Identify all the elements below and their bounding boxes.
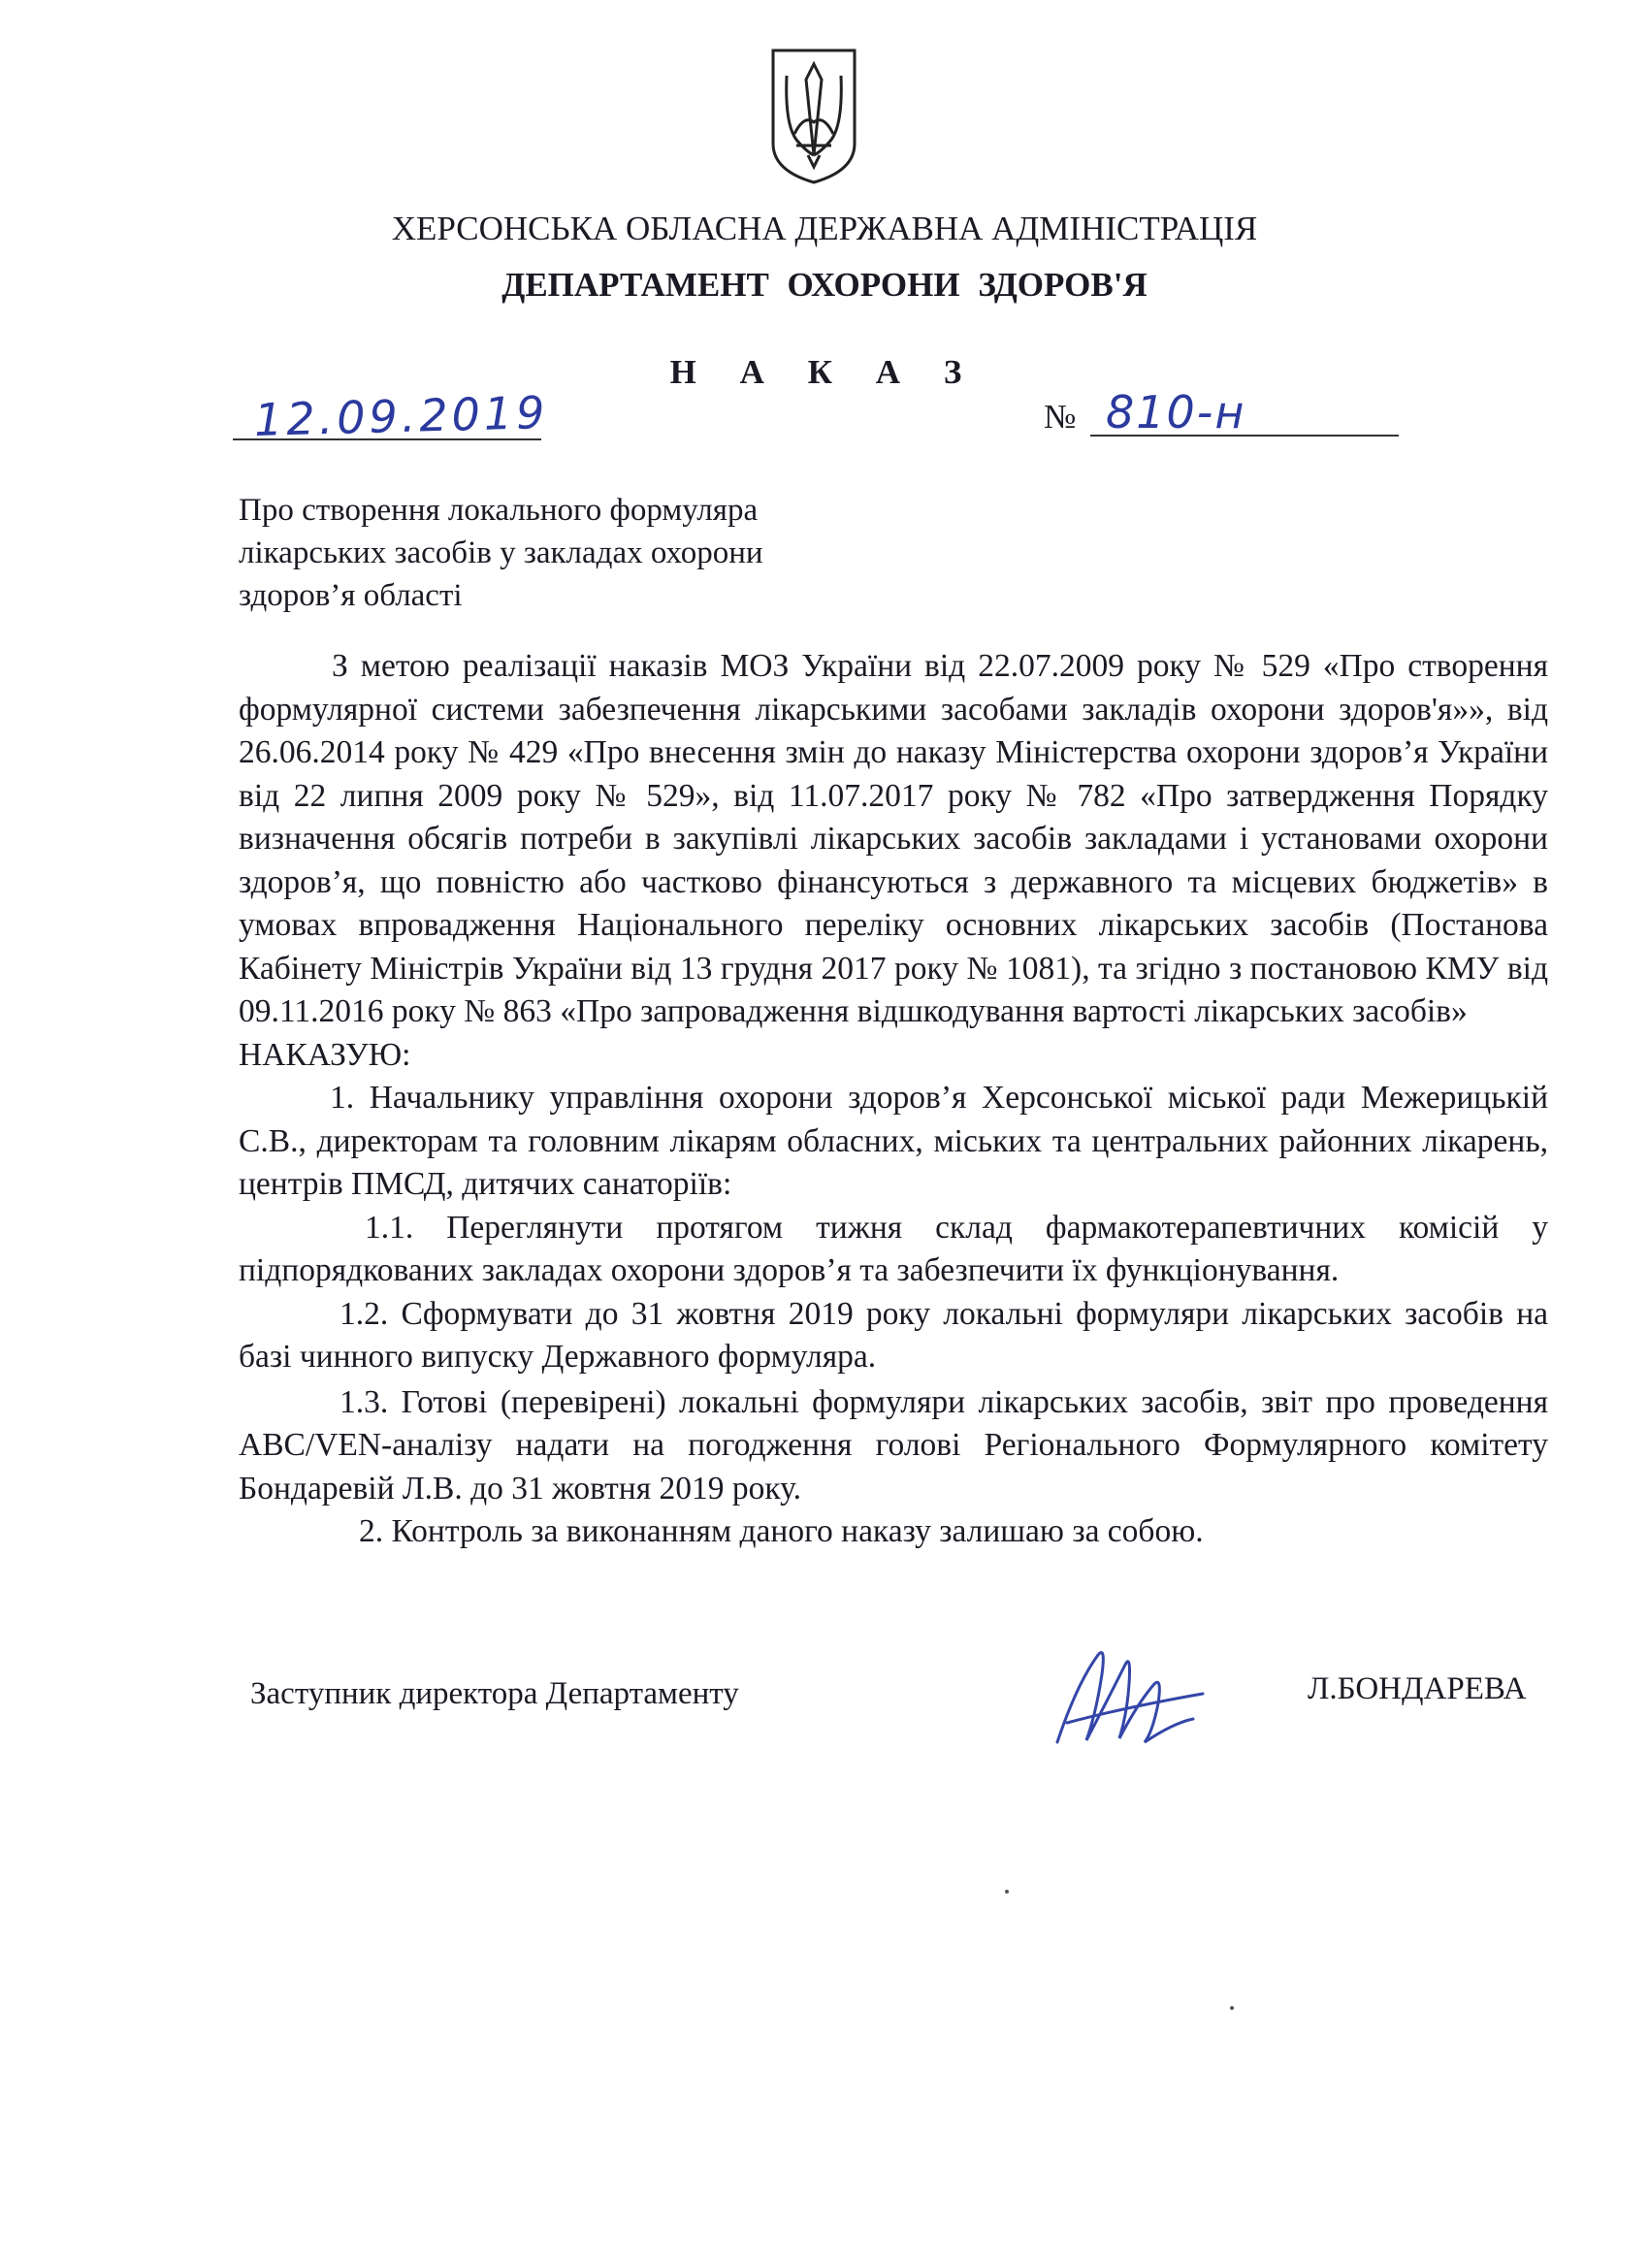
trident-emblem-icon bbox=[767, 47, 860, 184]
number-underline bbox=[1090, 435, 1399, 437]
document-subject bbox=[239, 489, 898, 617]
order-item-1-3: 1.3. Готові (перевірені) локальні формуляри лікарських засобів, звіт про проведення АВС/VEN-аналізу надати на погодження голові Регіонального Формулярного комітету Бондаревій Л.В. до 31 жовтня 2019 року. bbox=[239, 1383, 1548, 1507]
scan-speck bbox=[1005, 1890, 1009, 1894]
document-number: 810-н bbox=[1106, 386, 1246, 438]
date-underline bbox=[233, 438, 541, 440]
order-item-2: 2. Контроль за виконанням даного наказу залишаю за собою. bbox=[359, 1513, 1204, 1549]
handwritten-signature-icon bbox=[1038, 1626, 1232, 1771]
signatory-name: Л.БОНДАРЕВА bbox=[1308, 1671, 1527, 1706]
document-date: 12.09.2019 bbox=[253, 386, 550, 446]
preamble-paragraph: З метою реалізації наказів МОЗ України від 22.07.2009 року № 529 «Про створення формулярної системи забезпечення лікарськими засобами закладів охорони здоров'я»», від 26.06.2014 року № 429 «Про внесення змін до наказу Міністерства охорони здоров’я України від 22 липня 2009 року № 529», від 11.07.2017 року № 782 «Про затвердження Порядку визначення обсягів потреби в закупівлі лікарських засобів закладами і установами охорони здоров’я, що повністю або частково фінансуються з державного та місцевих бюджетів» в умовах впровадження Національного переліку основних лікарських засобів (Постанова Кабінету Міністрів України від 13 грудня 2017 року № 1081), та згідно з постановою КМУ від 09.11.2016 року № 863 «Про запровадження відшкодування вартості лікарських засобів» bbox=[239, 648, 1548, 1029]
order-item-1: 1. Начальнику управління охорони здоров’я Херсонської міської ради Межерицькій С.В., директорам та головним лікарям обласних, міських та центральних районних лікарень, центрів ПМСД, дитячих санаторіїв: bbox=[239, 1080, 1548, 1202]
number-label: № bbox=[1044, 398, 1077, 436]
administration-name: ХЕРСОНСЬКА ОБЛАСНА ДЕРЖАВНА АДМІНІСТРАЦІЯ bbox=[391, 210, 1258, 247]
subject-line: лікарських засобів у закладах охорони bbox=[239, 535, 763, 570]
order-word: НАКАЗУЮ: bbox=[239, 1036, 411, 1073]
document-body bbox=[239, 645, 1548, 1554]
subject-line: Про створення локального формуляра bbox=[239, 493, 759, 528]
department-name: ДЕПАРТАМЕНТ ОХОРОНИ ЗДОРОВ'Я bbox=[501, 266, 1148, 304]
order-item-1-2: 1.2. Сформувати до 31 жовтня 2019 року локальні формуляри лікарських засобів на базі чинного випуску Державного формуляра. bbox=[239, 1295, 1548, 1375]
scan-speck bbox=[1230, 2006, 1234, 2010]
signatory-role: Заступник директора Департаменту bbox=[250, 1676, 739, 1711]
order-item-1-1: 1.1. Переглянути протягом тижня склад фармакотерапевтичних комісій у підпорядкованих закладах охорони здоров’я та забезпечити їх функціонування. bbox=[239, 1209, 1548, 1288]
document-type-title: Н А К А З bbox=[669, 353, 980, 391]
subject-line: здоров’я області bbox=[239, 578, 463, 613]
